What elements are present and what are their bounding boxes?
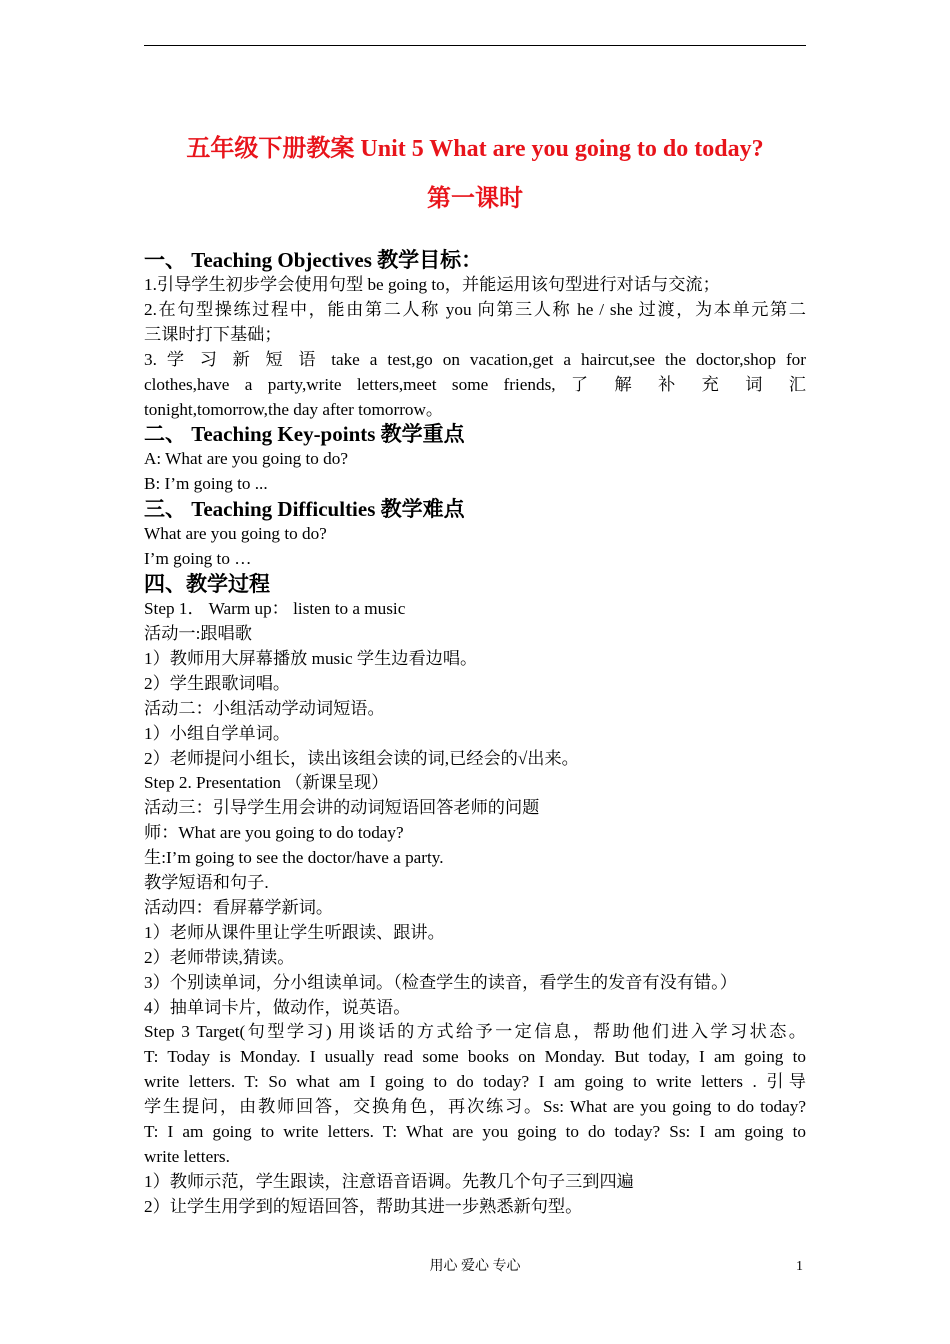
body-line: Step 3 Target(句型学习) 用谈话的方式给予一定信息，帮助他们进入学习状态。	[144, 1022, 806, 1042]
body-line: 活动一:跟唱歌	[144, 623, 252, 643]
body-line: 师：What are you going to do today?	[144, 823, 404, 843]
body-line: Step 2. Presentation （新课呈现）	[144, 773, 389, 793]
body-line: 三课时打下基础；	[144, 324, 282, 344]
body-line: T: I am going to write letters. T: What are you going to do today? Ss: I am going to	[144, 1122, 806, 1142]
body-line: 活动三：引导学生用会讲的动词短语回答老师的问题	[144, 798, 540, 818]
lesson-plan-body	[144, 248, 806, 1220]
section-heading: 一、 Teaching Objectives 教学目标：	[144, 248, 483, 272]
body-line: 生:I’m going to see the doctor/have a party.	[144, 848, 444, 868]
section-heading: 三、 Teaching Difficulties 教学难点	[144, 497, 465, 522]
body-line: 2）让学生用学到的短语回答，帮助其进一步熟悉新句型。	[144, 1196, 583, 1216]
body-line: 1）教师示范，学生跟读，注意语音语调。先教几个句子三到四遍	[144, 1171, 634, 1191]
body-line: 4）抽单词卡片，做动作，说英语。	[144, 997, 411, 1017]
body-line: 活动二：小组活动学动词短语。	[144, 698, 385, 718]
document-subtitle: 第一课时	[427, 186, 523, 212]
body-line: 1）老师从课件里让学生听跟读、跟讲。	[144, 922, 445, 942]
body-line: 3）个别读单词，分小组读单词。（检查学生的读音，看学生的发音有没有错。）	[144, 972, 737, 992]
body-line: 1）教师用大屏幕播放 music 学生边看边唱。	[144, 648, 478, 668]
body-line: 教学短语和句子.	[144, 873, 269, 893]
body-line: What are you going to do?	[144, 524, 327, 544]
body-line: tonight,tomorrow,the day after tomorrow。	[144, 399, 444, 419]
document-title: 五年级下册教案 Unit 5 What are you going to do today?	[186, 136, 764, 162]
page-footer: 用心 爱心 专心	[429, 1259, 521, 1274]
section-heading: 二、 Teaching Key-points 教学重点	[144, 422, 465, 447]
body-line: 2）老师提问小组长，读出该组会读的词,已经会的√出来。	[144, 748, 579, 768]
body-line: 活动四：看屏幕学新词。	[144, 897, 334, 917]
body-line: Step 1． Warm up： listen to a music	[144, 599, 406, 619]
body-line: 2）老师带读,猜读。	[144, 947, 295, 967]
body-line: clothes,have a party,write letters,meet some friends, 了 解 补 充 词 汇	[144, 374, 806, 394]
body-line: A: What are you going to do?	[144, 449, 348, 469]
body-line: 2.在句型操练过程中，能由第二人称 you 向第三人称 he / she 过渡，为本单元第二	[144, 299, 806, 319]
body-line: 1.引导学生初步学会使用句型 be going to，并能运用该句型进行对话与交流；	[144, 275, 720, 294]
body-line: 3. 学 习 新 短 语 take a test,go on vacation,get a haircut,see the doctor,shop for	[144, 349, 806, 369]
body-line: I’m going to …	[144, 549, 252, 569]
body-line: write letters.	[144, 1147, 230, 1166]
page-number: 1	[796, 1259, 803, 1274]
body-line: 学生提问，由教师回答，交换角色，再次练习。Ss: What are you going to do today?	[144, 1097, 806, 1117]
body-line: 2）学生跟歌词唱。	[144, 673, 291, 693]
body-line: 1）小组自学单词。	[144, 723, 291, 743]
section-heading: 四、教学过程	[144, 572, 270, 597]
header-rule	[144, 45, 806, 46]
body-line: write letters. T: So what am I going to do today? I am going to write letters . 引导	[144, 1072, 806, 1092]
body-line: B: I’m going to ...	[144, 474, 268, 494]
body-line: T: Today is Monday. I usually read some books on Monday. But today, I am going to	[144, 1047, 806, 1067]
